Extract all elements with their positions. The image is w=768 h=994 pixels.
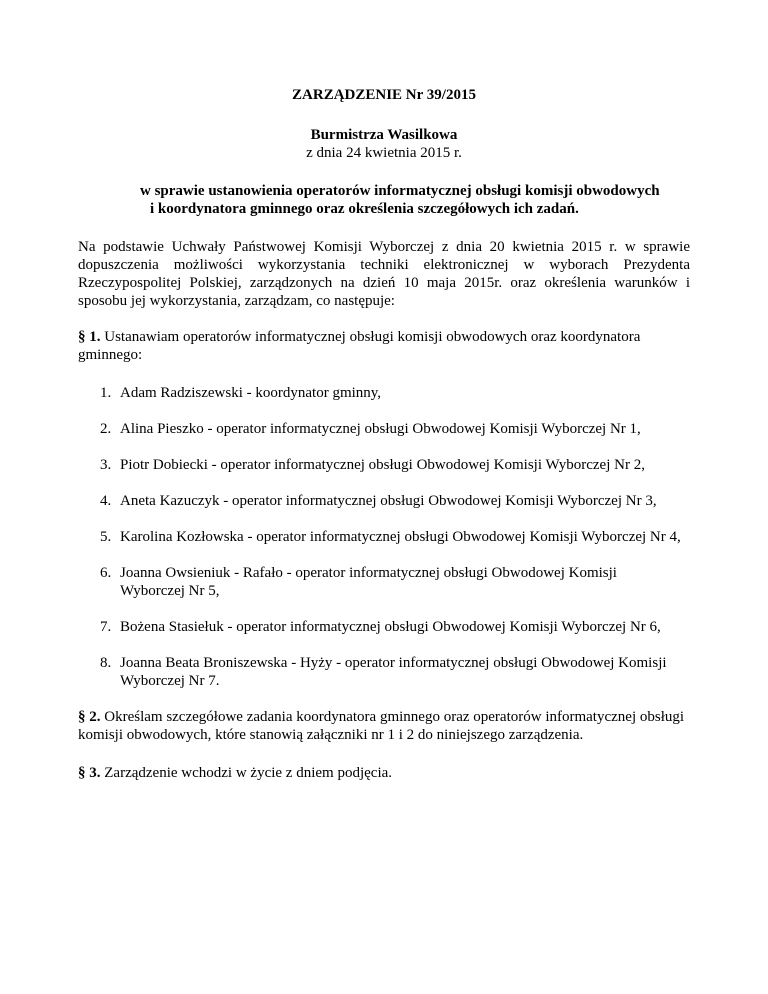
section-1 bbox=[78, 328, 690, 364]
document-subject bbox=[78, 182, 690, 218]
list-item bbox=[78, 456, 690, 474]
subject-line-2: i koordynatora gminnego oraz określenia szczegółowych ich zadań. bbox=[150, 201, 579, 217]
document-title: ZARZĄDZENIE Nr 39/2015 bbox=[292, 87, 476, 103]
section-2-mark: § 2. bbox=[78, 709, 101, 725]
list-item bbox=[78, 564, 690, 600]
list-item-text: Joanna Beata Broniszewska - Hyży - operator informatycznej obsługi Obwodowej Komisji Wyborczej Nr 7. bbox=[120, 655, 667, 689]
section-1-mark: § 1. bbox=[78, 329, 101, 345]
list-item-text: Joanna Owsieniuk - Rafało - operator informatycznej obsługi Obwodowej Komisji Wyborczej Nr 5, bbox=[120, 565, 617, 599]
list-item bbox=[78, 492, 690, 510]
list-item bbox=[78, 654, 690, 690]
list-item-text: Piotr Dobiecki - operator informatycznej obsługi Obwodowej Komisji Wyborczej Nr 2, bbox=[120, 457, 645, 473]
list-item-number: 3. bbox=[100, 457, 112, 473]
section-3-mark: § 3. bbox=[78, 765, 101, 781]
list-item bbox=[78, 528, 690, 546]
list-item-text: Aneta Kazuczyk - operator informatycznej obsługi Obwodowej Komisji Wyborczej Nr 3, bbox=[120, 493, 657, 509]
list-item-number: 2. bbox=[100, 421, 112, 437]
issuer-heading: Burmistrza Wasilkowa bbox=[310, 127, 458, 143]
section-3 bbox=[78, 764, 690, 782]
list-item bbox=[78, 420, 690, 438]
list-item-number: 6. bbox=[100, 565, 112, 581]
section-2 bbox=[78, 708, 690, 744]
subject-line-1: w sprawie ustanowienia operatorów informatycznej obsługi komisji obwodowych bbox=[140, 183, 660, 199]
document-page bbox=[78, 86, 690, 802]
list-item-text: Karolina Kozłowska - operator informatycznej obsługi Obwodowej Komisji Wyborczej Nr 4, bbox=[120, 529, 681, 545]
document-date: z dnia 24 kwietnia 2015 r. bbox=[306, 145, 462, 161]
list-item-number: 7. bbox=[100, 619, 112, 635]
list-item bbox=[78, 618, 690, 636]
list-item-number: 4. bbox=[100, 493, 112, 509]
section-2-text: Określam szczegółowe zadania koordynatora gminnego oraz operatorów informatycznej obsługi komisji obwodowych, które stanowią załączniki nr 1 i 2 do niniejszego zarządzenia. bbox=[78, 709, 685, 743]
list-item-number: 8. bbox=[100, 655, 112, 671]
list-item-text: Alina Pieszko - operator informatycznej obsługi Obwodowej Komisji Wyborczej Nr 1, bbox=[120, 421, 641, 437]
preamble-paragraph: Na podstawie Uchwały Państwowej Komisji Wyborczej z dnia 20 kwietnia 2015 r. w sprawie dopuszczenia możliwości wykorzystania techniki elektronicznej w wyborach Prezydenta Rzeczypospolitej Polskiej, zarządzonych na dzień 10 maja 2015r. oraz określenia warunków i sposobu jej wykorzystania, zarządzam, co następuje: bbox=[78, 239, 690, 309]
operators-list bbox=[78, 384, 690, 690]
list-item-text: Adam Radziszewski - koordynator gminny, bbox=[120, 385, 382, 401]
list-item bbox=[78, 384, 690, 402]
list-item-number: 5. bbox=[100, 529, 112, 545]
section-3-text: Zarządzenie wchodzi w życie z dniem podjęcia. bbox=[100, 765, 393, 781]
section-1-text: Ustanawiam operatorów informatycznej obsługi komisji obwodowych oraz koordynatora gminnego: bbox=[78, 329, 641, 363]
list-item-number: 1. bbox=[100, 385, 112, 401]
list-item-text: Bożena Stasiełuk - operator informatycznej obsługi Obwodowej Komisji Wyborczej Nr 6, bbox=[120, 619, 661, 635]
